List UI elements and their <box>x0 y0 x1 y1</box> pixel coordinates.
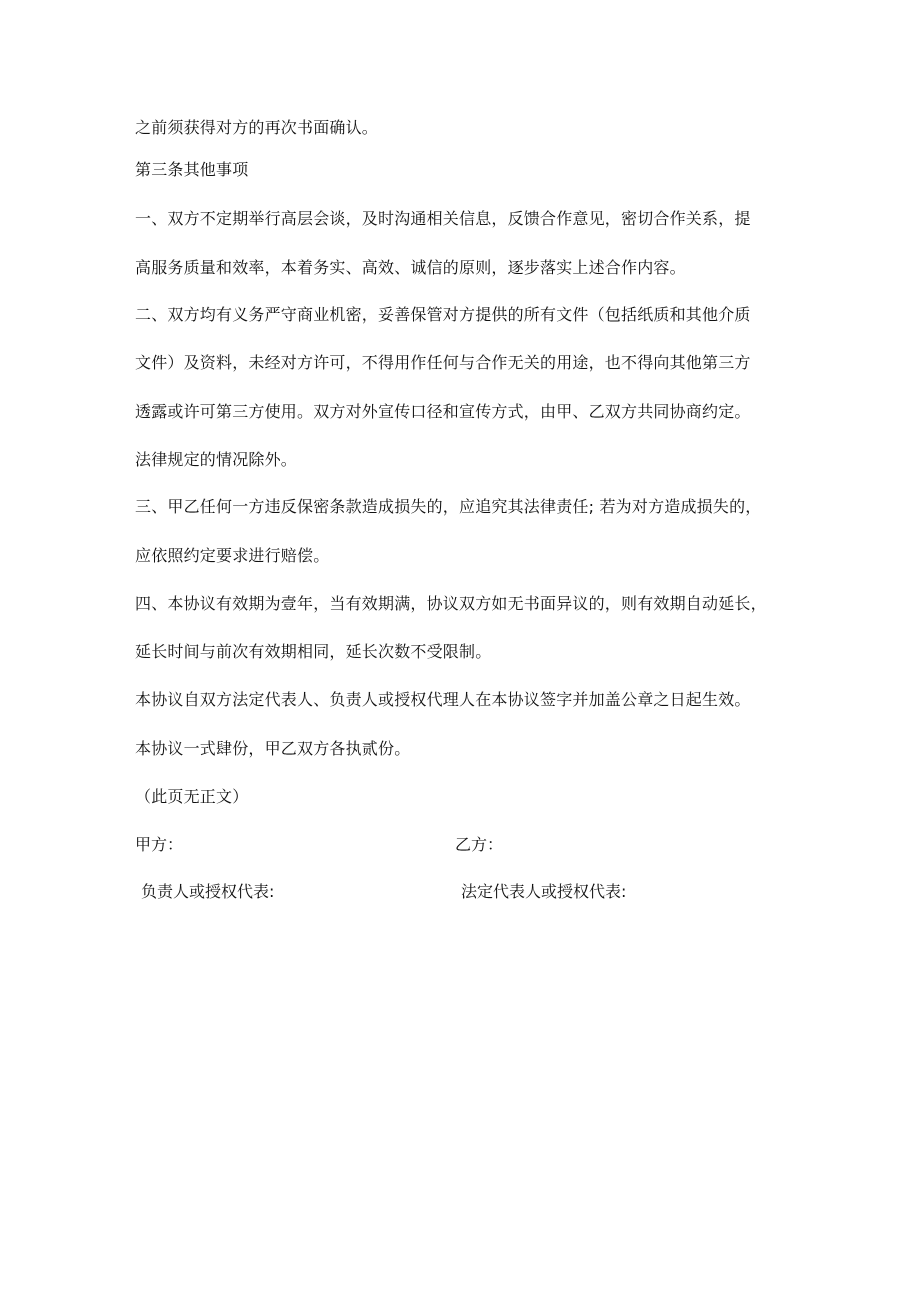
text-line: 本协议一式肆份，甲乙双方各执贰份。 <box>135 739 411 758</box>
party-b-representative-label: 法定代表人或授权代表: <box>461 882 627 901</box>
text-line: 三、甲乙任何一方违反保密条款造成损失的，应追究其法律责任; 若为对方造成损失的， <box>135 497 762 516</box>
text-line: 法律规定的情况除外。 <box>135 450 298 469</box>
section-heading: 第三条其他事项 <box>135 160 249 179</box>
text-line: 一、双方不定期举行高层会谈，及时沟通相关信息，反馈合作意见，密切合作关系，提 <box>135 209 751 228</box>
text-line: 文件）及资料，未经对方许可，不得用作任何与合作无关的用途，也不得向其他第三方 <box>135 353 751 372</box>
party-a-representative-label: 负责人或授权代表: <box>141 882 275 901</box>
party-a-label: 甲方： <box>135 835 184 854</box>
text-line: 高服务质量和效率，本着务实、高效、诚信的原则，逐步落实上述合作内容。 <box>135 258 686 277</box>
party-b-label: 乙方： <box>455 835 504 854</box>
text-line: 延长时间与前次有效期相同，延长次数不受限制。 <box>135 642 492 661</box>
text-line: 透露或许可第三方使用。双方对外宣传口径和宣传方式，由甲、乙双方共同协商约定。 <box>135 402 751 421</box>
text-line: 四、本协议有效期为壹年，当有效期满，协议双方如无书面异议的，则有效期自动延长， <box>135 594 767 613</box>
text-line: 二、双方均有义务严守商业机密，妥善保管对方提供的所有文件（包括纸质和其他介质 <box>135 305 751 324</box>
text-line: 本协议自双方法定代表人、负责人或授权代理人在本协议签字并加盖公章之日起生效。 <box>135 690 751 709</box>
text-line: （此页无正文） <box>135 787 249 806</box>
text-line: 应依照约定要求进行赔偿。 <box>135 546 330 565</box>
text-line: 之前须获得对方的再次书面确认。 <box>135 118 379 137</box>
